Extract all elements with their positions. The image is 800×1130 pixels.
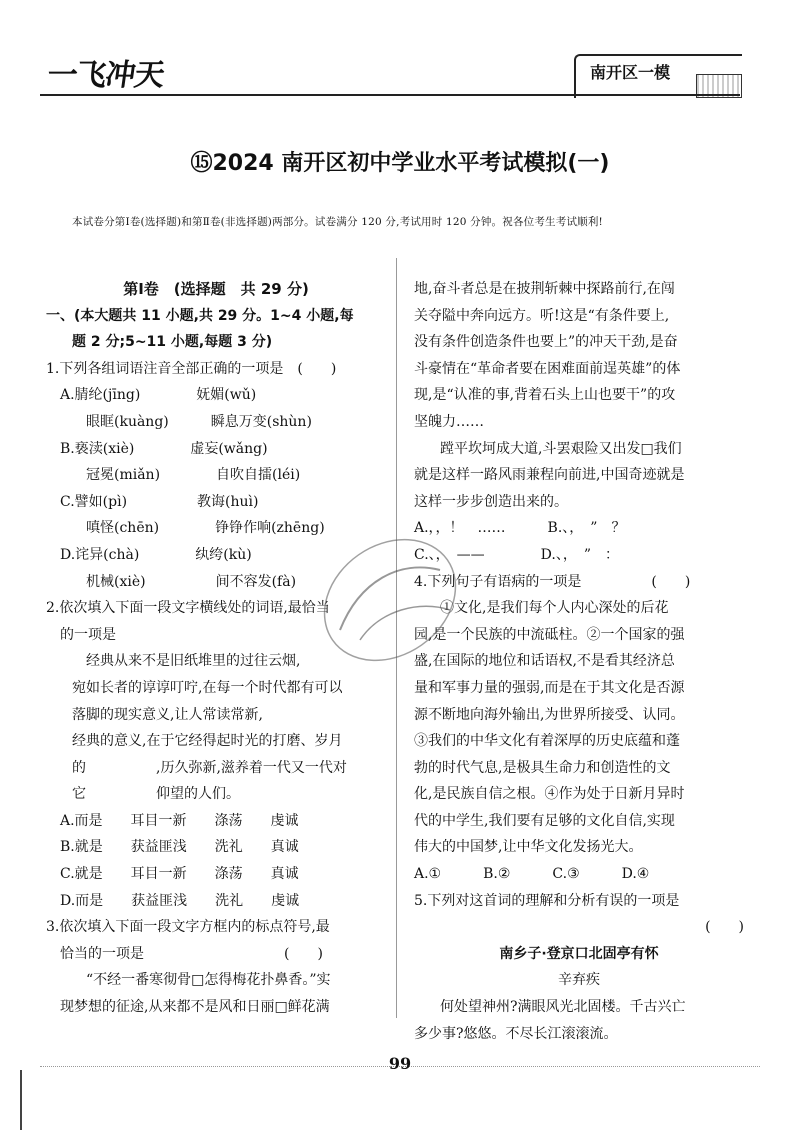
right-text-line: 辛弃疾: [558, 972, 600, 989]
right-text-line: 没有条件创造条件也要上”的冲天干劲,是奋: [414, 334, 678, 351]
right-text-line: 现,是“认准的事,背着石头上山也要干”的攻: [414, 387, 676, 404]
exam-instructions: 本试卷分第Ⅰ卷(选择题)和第Ⅱ卷(非选择题)两部分。试卷满分 120 分,考试用时 120 分钟。祝各位考生考试顺利!: [72, 216, 603, 228]
right-text-line: 多少事?悠悠。不尽长江滚滚流。: [414, 1025, 618, 1042]
left-text-line: 题 2 分;5~11 小题,每题 3 分): [72, 334, 273, 351]
left-text-line: 经典从来不是旧纸堆里的过往云烟,: [86, 653, 301, 670]
header-rule: [40, 94, 740, 96]
left-text-line: 眼眶(kuàng) 瞬息万变(shùn): [86, 413, 312, 430]
right-text-line: 化,是民族自信之根。④作为处于日新月异时: [414, 786, 685, 803]
left-text-line: 嗔怪(chēn) 铮铮作响(zhēng): [86, 520, 325, 537]
left-text-line: 冠冕(miǎn) 自吹自擂(léi): [86, 467, 301, 484]
right-text-line: 勃的时代气息,是极具生命力和创造性的文: [414, 759, 671, 776]
right-text-line: ( ): [705, 919, 744, 936]
exam-title: ⑮2024 南开区初中学业水平考试模拟(一): [190, 151, 610, 176]
left-text-line: C.就是 耳目一新 涤荡 真诚: [60, 866, 299, 883]
left-text-line: 1.下列各组词语注音全部正确的一项是 ( ): [46, 360, 337, 377]
left-text-line: C.譬如(pì) 教诲(huì): [60, 493, 259, 510]
left-text-line: 2.依次填入下面一段文字横线处的词语,最恰当: [46, 600, 330, 617]
left-text-line: 它 仰望的人们。: [72, 786, 240, 803]
left-text-line: 落脚的现实意义,让人常读常新,: [72, 706, 263, 723]
left-text-line: A.而是 耳目一新 涤荡 虔诚: [60, 812, 299, 829]
right-text-line: 南乡子·登京口北固亭有怀: [499, 945, 659, 962]
right-text-line: A.① B.② C.③ D.④: [414, 866, 650, 883]
column-divider: [396, 258, 397, 1018]
left-text-line: 机械(xiè) 间不容发(fà): [86, 573, 297, 590]
left-text-line: D.而是 获益匪浅 洗礼 虔诚: [60, 892, 300, 909]
right-text-line: 量和军事力量的强弱,而是在于其文化是否源: [414, 679, 685, 696]
page-number: 99: [388, 1054, 412, 1073]
left-column: [46, 276, 386, 1021]
right-column: [414, 276, 744, 1047]
series-logo: 一飞冲天: [45, 58, 166, 93]
right-text-line: A.，，！ …… B.、， ” ？: [414, 520, 626, 537]
right-text-line: 坚魄力……: [414, 413, 484, 430]
right-text-line: 源不断地向海外输出,为世界所接受、认同。: [414, 706, 685, 723]
right-text-line: ①文化,是我们每个人内心深处的后花: [440, 600, 669, 617]
left-text-line: 的 ,历久弥新,滋养着一代又一代对: [72, 759, 347, 776]
left-text-line: 第Ⅰ卷 (选择题 共 29 分): [123, 280, 309, 298]
left-text-line: 恰当的一项是 ( ): [60, 945, 323, 962]
left-text-line: 的一项是: [60, 626, 116, 643]
right-text-line: 4.下列句子有语病的一项是 ( ): [414, 573, 691, 590]
left-text-line: 经典的意义,在于它经得起时光的打磨、岁月: [72, 733, 343, 750]
left-text-line: 一、(本大题共 11 小题,共 29 分。1~4 小题,每: [46, 307, 354, 324]
right-text-line: 园,是一个民族的中流砥柱。②一个国家的强: [414, 626, 685, 643]
left-text-line: 宛如长者的谆谆叮咛,在每一个时代都有可以: [72, 679, 343, 696]
left-text-line: D.诧异(chà) 纨绔(kù): [60, 546, 252, 563]
left-text-line: B.亵渎(xiè) 虚妄(wǎng): [60, 440, 268, 457]
left-text-line: A.腈纶(jīng) 妩媚(wǔ): [60, 387, 257, 404]
header-section-title: 南开区一模: [590, 63, 671, 82]
right-text-line: 5.下列对这首词的理解和分析有误的一项是: [414, 892, 680, 909]
right-text-line: 地,奋斗者总是在披荆斩棘中探路前行,在闯: [414, 281, 675, 297]
right-text-line: 代的中学生,我们要有足够的文化自信,实现: [414, 812, 675, 829]
right-text-line: 蹚平坎坷成大道,斗罢艰险又出发□我们: [440, 440, 682, 457]
right-text-line: 斗豪情在“革命者要在困难面前逞英雄”的体: [414, 360, 681, 377]
right-text-line: 这样一步步创造出来的。: [414, 493, 568, 510]
right-text-line: 何处望神州?满眼风光北固楼。千古兴亡: [440, 999, 686, 1016]
left-text-line: “不经一番寒彻骨□怎得梅花扑鼻香。”实: [86, 972, 331, 989]
binding-edge: [20, 1070, 22, 1130]
right-text-line: 盛,在国际的地位和话语权,不是看其经济总: [414, 653, 675, 670]
right-text-line: 伟大的中国梦,让中华文化发扬光大。: [414, 839, 643, 856]
left-text-line: B.就是 获益匪浅 洗礼 真诚: [60, 839, 299, 856]
left-text-line: 3.依次填入下面一段文字方框内的标点符号,最: [46, 919, 330, 936]
right-text-line: 就是这样一路风雨兼程向前进,中国奇迹就是: [414, 467, 685, 484]
right-text-line: 关夺隘中奔向远方。听!这是“有条件要上,: [414, 307, 670, 324]
right-text-line: C.、， —— D.、， ” ：: [414, 546, 619, 563]
left-text-line: 现梦想的征途,从来都不是风和日丽□鲜花满: [60, 999, 330, 1016]
right-text-line: ③我们的中华文化有着深厚的历史底蕴和蓬: [414, 733, 680, 750]
